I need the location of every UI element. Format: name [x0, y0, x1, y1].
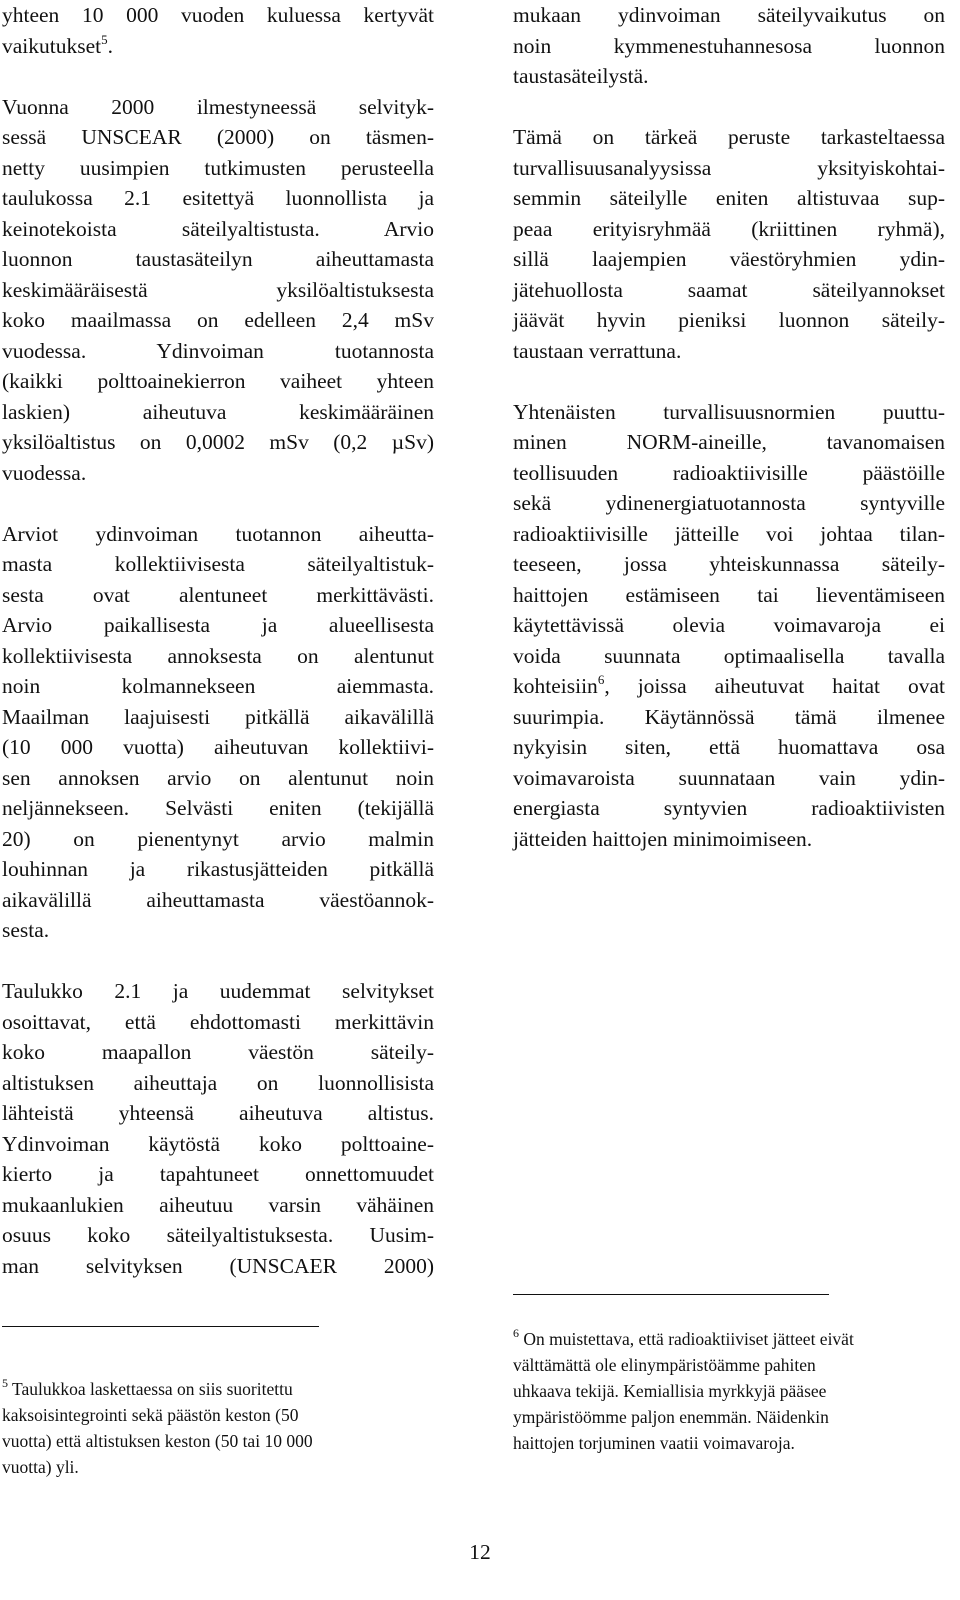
- footnote-6: [513, 1326, 945, 1456]
- text-fragment: On muistettava, että radioaktiiviset jätteet eivät: [519, 1329, 854, 1349]
- footnote-line: kaksoisintegrointi sekä päästön keston (50: [2, 1405, 299, 1425]
- text-line: yhteen 10 000 vuoden kuluessa kertyvät: [2, 3, 434, 27]
- footnote-ref-5: 5: [101, 31, 108, 47]
- text-line: 20) on pienentynyt arvio malmin: [2, 826, 434, 851]
- text-line: sillä laajempien väestöryhmien ydin-: [513, 247, 945, 271]
- text-line: osoittavat, että ehdottomasti merkittävin: [2, 1009, 434, 1034]
- footnote-line: vuotta) että altistuksen keston (50 tai 10 000: [2, 1431, 313, 1451]
- left-paragraph-3: [2, 519, 434, 946]
- footnote-line: vuotta) yli.: [2, 1457, 79, 1477]
- text-line: osuus koko säteilyaltistuksesta. Uusim-: [2, 1223, 434, 1247]
- text-line: [2, 31, 434, 62]
- text-line: sesta ovat alentuneet merkittävästi.: [2, 582, 434, 607]
- text-line: radioaktiivisille jätteille voi johtaa tilan-: [513, 521, 945, 546]
- text-line: semmin säteilylle eniten altistuvaa sup-: [513, 186, 945, 210]
- text-line: Taulukko 2.1 ja uudemmat selvitykset: [2, 979, 434, 1003]
- text-line: man selvityksen (UNSCAER 2000): [2, 1253, 434, 1278]
- footnote-5: [2, 1376, 434, 1480]
- text-line: Arviot ydinvoiman tuotannon aiheutta-: [2, 521, 434, 546]
- footnote-line: haittojen torjuminen vaatii voimavaroja.: [513, 1433, 795, 1453]
- text-fragment: Taulukkoa laskettaessa on siis suoritettu: [8, 1379, 293, 1399]
- text-line: Vuonna 2000 ilmestyneessä selvityk-: [2, 94, 434, 119]
- text-line: neljännekseen. Selvästi eniten (tekijällä: [2, 796, 434, 820]
- text-line: nykyisin siten, että huomattava osa: [513, 735, 945, 759]
- footnote-mark: 6: [513, 1326, 519, 1340]
- text-line: aikavälillä aiheuttamasta väestöannok-: [2, 887, 434, 912]
- text-line: noin kolmannekseen aiemmasta.: [2, 674, 434, 698]
- text-line: vuodessa. Ydinvoiman tuotannosta: [2, 338, 434, 363]
- text-line: teeseen, jossa yhteiskunnassa säteily-: [513, 552, 945, 576]
- footnote-line: [2, 1376, 434, 1402]
- text-line: noin kymmenestuhannesosa luonnon: [513, 33, 945, 58]
- text-line: yksilöaltistus on 0,0002 mSv (0,2 µSv): [2, 430, 434, 454]
- text-line: altistuksen aiheuttaja on luonnollisista: [2, 1070, 434, 1095]
- text-line: jätteiden haittojen minimoimiseen.: [513, 826, 813, 851]
- text-line: [513, 671, 945, 702]
- text-line: masta kollektiivisesta säteilyaltistuk-: [2, 552, 434, 576]
- text-line: Maailman laajuisesti pitkällä aikavälillä: [2, 704, 434, 729]
- text-line: voimavaroista suunnataan vain ydin-: [513, 765, 945, 790]
- text-line: vuodessa.: [2, 460, 87, 485]
- text-line: (10 000 vuotta) aiheutuvan kollektiivi-: [2, 735, 434, 759]
- footnote-line: välttämättä ole elinympäristöämme pahiten: [513, 1355, 816, 1375]
- text-fragment: , joissa aiheutuvat haitat ovat: [604, 674, 945, 698]
- footnote-mark: 5: [2, 1376, 8, 1390]
- text-line: minen NORM-aineille, tavanomaisen: [513, 430, 945, 454]
- text-line: mukaanlukien aiheutuu varsin vähäinen: [2, 1192, 434, 1217]
- text-line: taustasäteilystä.: [513, 64, 649, 88]
- text-line: Tämä on tärkeä peruste tarkasteltaessa: [513, 125, 945, 149]
- text-line: koko maailmassa on edelleen 2,4 mSv: [2, 308, 434, 332]
- text-line: sesta.: [2, 918, 50, 942]
- text-line: sekä ydinenergiatuotannosta syntyville: [513, 491, 945, 515]
- text-line: voida suunnata optimaalisella tavalla: [513, 643, 945, 668]
- text-line: Ydinvoiman käytöstä koko polttoaine-: [2, 1131, 434, 1156]
- text-line: mukaan ydinvoiman säteilyvaikutus on: [513, 3, 945, 27]
- footnote-separator: [513, 1294, 829, 1295]
- left-paragraph-4: [2, 976, 434, 1281]
- footnote-line: ympäristöömme paljon enemmän. Näidenkin: [513, 1407, 829, 1427]
- right-paragraph-1: [513, 0, 945, 92]
- text-line: Arvio paikallisesta ja alueellisesta: [2, 613, 434, 637]
- right-paragraph-3: [513, 397, 945, 855]
- text-line: teollisuuden radioaktiivisille päästöille: [513, 460, 945, 485]
- text-line: koko maapallon väestön säteily-: [2, 1040, 434, 1064]
- right-column: [513, 0, 945, 885]
- text-line: jäävät hyvin pieniksi luonnon säteily-: [513, 308, 945, 332]
- text-line: (kaikki polttoainekierron vaiheet yhteen: [2, 369, 434, 393]
- text-line: keskimääräisestä yksilöaltistuksesta: [2, 277, 434, 302]
- text-line: sessä UNSCEAR (2000) on täsmen-: [2, 125, 434, 149]
- footnote-separator: [2, 1326, 319, 1327]
- text-line: kierto ja tapahtuneet onnettomuudet: [2, 1162, 434, 1186]
- text-line: suurimpia. Käytännössä tämä ilmenee: [513, 704, 945, 729]
- text-line: jätehuollosta saamat säteilyannokset: [513, 277, 945, 302]
- left-paragraph-1: [2, 0, 434, 61]
- text-line: taulukossa 2.1 esitettyä luonnollista ja: [2, 186, 434, 210]
- text-line: peaa erityisryhmää (kriittinen ryhmä),: [513, 216, 945, 241]
- text-line: louhinnan ja rikastusjätteiden pitkällä: [2, 857, 434, 881]
- text-fragment: vaikutukset: [2, 33, 102, 58]
- left-paragraph-2: [2, 92, 434, 489]
- left-column: [2, 0, 434, 1312]
- text-line: luonnon taustasäteilyn aiheuttamasta: [2, 247, 434, 271]
- text-fragment: .: [107, 33, 113, 58]
- text-line: lähteistä yhteensä aiheutuva altistus.: [2, 1101, 434, 1125]
- text-line: laskien) aiheutuva keskimääräinen: [2, 399, 434, 424]
- text-line: haittojen estämiseen tai lieventämiseen: [513, 582, 945, 607]
- text-line: taustaan verrattuna.: [513, 338, 682, 363]
- footnote-line: [513, 1326, 945, 1352]
- text-line: Yhtenäisten turvallisuusnormien puuttu-: [513, 399, 945, 424]
- text-line: energiasta syntyvien radioaktiivisten: [513, 796, 945, 820]
- text-line: kollektiivisesta annoksesta on alentunut: [2, 643, 434, 668]
- text-fragment: kohteisiin: [513, 674, 598, 698]
- footnote-ref-6: 6: [597, 672, 605, 687]
- text-line: sen annoksen arvio on alentunut noin: [2, 765, 434, 790]
- text-line: turvallisuusanalyysissa yksityiskohtai-: [513, 155, 945, 180]
- right-paragraph-2: [513, 122, 945, 366]
- page-number: 12: [469, 1540, 491, 1564]
- text-line: netty uusimpien tutkimusten perusteella: [2, 155, 434, 180]
- footnote-line: uhkaava tekijä. Kemiallisia myrkkyjä pääsee: [513, 1381, 827, 1401]
- text-line: keinotekoista säteilyaltistusta. Arvio: [2, 216, 434, 241]
- text-line: käytettävissä olevia voimavaroja ei: [513, 613, 945, 637]
